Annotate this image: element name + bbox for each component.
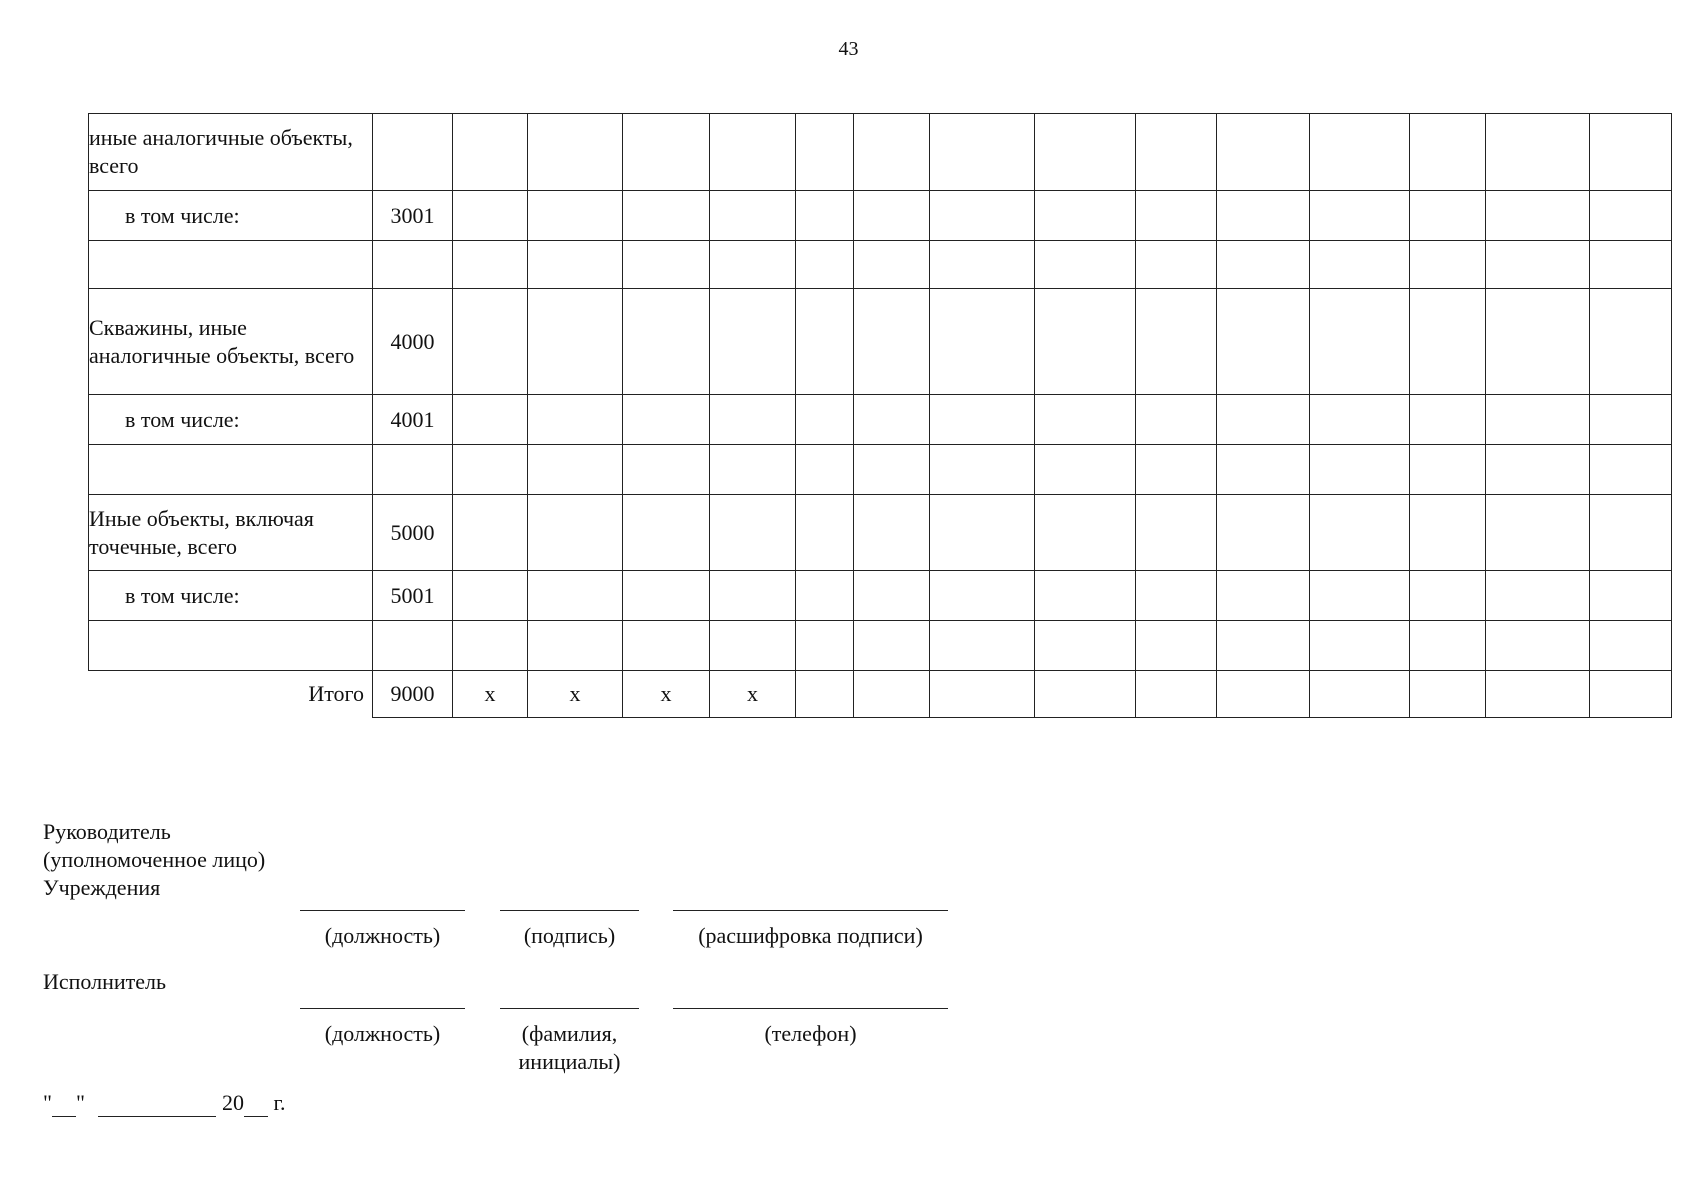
data-cell[interactable] bbox=[854, 445, 930, 495]
data-cell[interactable] bbox=[1136, 241, 1217, 289]
data-cell[interactable] bbox=[1410, 114, 1486, 191]
data-cell[interactable] bbox=[1217, 445, 1310, 495]
data-cell[interactable] bbox=[930, 241, 1035, 289]
data-cell[interactable] bbox=[623, 289, 710, 395]
data-cell[interactable] bbox=[930, 621, 1035, 671]
month-blank[interactable] bbox=[98, 1090, 216, 1117]
table-row bbox=[89, 114, 1672, 191]
data-cell[interactable] bbox=[710, 445, 796, 495]
data-cell[interactable] bbox=[1217, 241, 1310, 289]
data-cell[interactable] bbox=[1410, 495, 1486, 571]
total-x-mark: x bbox=[528, 671, 623, 718]
data-cell[interactable] bbox=[1590, 395, 1672, 445]
data-cell[interactable] bbox=[1486, 495, 1590, 571]
data-cell[interactable] bbox=[1217, 289, 1310, 395]
table-row bbox=[89, 289, 1672, 395]
data-cell[interactable] bbox=[1486, 445, 1590, 495]
head-label-line: (уполномоченное лицо) bbox=[43, 847, 266, 872]
table-row bbox=[89, 495, 1672, 571]
data-cell[interactable] bbox=[1590, 114, 1672, 191]
table-row bbox=[89, 241, 1672, 289]
data-cell[interactable] bbox=[623, 191, 710, 241]
data-cell[interactable] bbox=[528, 495, 623, 571]
signature-line[interactable] bbox=[500, 910, 639, 911]
row-name-cell: в том числе: bbox=[89, 571, 373, 621]
data-cell[interactable] bbox=[710, 571, 796, 621]
data-cell[interactable] bbox=[528, 289, 623, 395]
data-cell[interactable] bbox=[930, 395, 1035, 445]
data-cell[interactable] bbox=[1486, 191, 1590, 241]
page-number: 43 bbox=[838, 38, 859, 60]
row-name-cell: иные аналогичные объекты, всего bbox=[89, 114, 373, 191]
date-line bbox=[43, 1090, 286, 1117]
data-cell[interactable] bbox=[1486, 621, 1590, 671]
data-cell[interactable] bbox=[796, 191, 854, 241]
data-cell[interactable] bbox=[1486, 289, 1590, 395]
executor-position-line[interactable] bbox=[300, 1008, 465, 1009]
data-cell[interactable] bbox=[1035, 495, 1136, 571]
data-cell[interactable] bbox=[1590, 495, 1672, 571]
row-code-cell: 5000 bbox=[373, 495, 453, 571]
data-cell[interactable] bbox=[453, 571, 528, 621]
data-cell[interactable] bbox=[930, 191, 1035, 241]
total-data-cell[interactable] bbox=[930, 671, 1035, 718]
total-x-mark: x bbox=[710, 671, 796, 718]
data-cell[interactable] bbox=[528, 571, 623, 621]
executor-position-caption: (должность) bbox=[324, 1021, 441, 1046]
row-name-cell bbox=[89, 445, 373, 495]
report-table bbox=[88, 113, 1672, 718]
head-label bbox=[43, 818, 265, 902]
data-cell[interactable] bbox=[796, 114, 854, 191]
data-cell[interactable] bbox=[1310, 241, 1410, 289]
data-cell[interactable] bbox=[623, 621, 710, 671]
data-cell[interactable] bbox=[1590, 289, 1672, 395]
data-cell[interactable] bbox=[453, 191, 528, 241]
row-code-cell: 4001 bbox=[373, 395, 453, 445]
row-code-cell: 5001 bbox=[373, 571, 453, 621]
total-data-cell[interactable] bbox=[1035, 671, 1136, 718]
total-data-cell[interactable] bbox=[1310, 671, 1410, 718]
data-cell[interactable] bbox=[1217, 621, 1310, 671]
executor-phone-caption: (телефон) bbox=[764, 1021, 857, 1046]
data-cell[interactable] bbox=[528, 621, 623, 671]
year-blank[interactable] bbox=[244, 1090, 268, 1117]
data-cell[interactable] bbox=[710, 114, 796, 191]
data-cell[interactable] bbox=[930, 571, 1035, 621]
data-cell[interactable] bbox=[1035, 191, 1136, 241]
data-cell[interactable] bbox=[453, 621, 528, 671]
data-cell[interactable] bbox=[1310, 191, 1410, 241]
data-cell[interactable] bbox=[710, 191, 796, 241]
data-cell[interactable] bbox=[528, 114, 623, 191]
table-row bbox=[89, 191, 1672, 241]
data-cell[interactable] bbox=[796, 571, 854, 621]
data-cell[interactable] bbox=[528, 191, 623, 241]
data-cell[interactable] bbox=[710, 289, 796, 395]
executor-name-line[interactable] bbox=[500, 1008, 639, 1009]
total-code-cell: 9000 bbox=[373, 671, 453, 718]
total-data-cell[interactable] bbox=[854, 671, 930, 718]
data-cell[interactable] bbox=[453, 395, 528, 445]
executor-name-caption bbox=[500, 1020, 639, 1076]
data-cell[interactable] bbox=[854, 241, 930, 289]
total-data-cell[interactable] bbox=[796, 671, 854, 718]
data-cell[interactable] bbox=[623, 571, 710, 621]
position-caption: (должность) bbox=[324, 923, 441, 948]
data-cell[interactable] bbox=[1035, 395, 1136, 445]
data-cell[interactable] bbox=[1136, 191, 1217, 241]
year-suffix: г. bbox=[273, 1090, 286, 1115]
data-cell[interactable] bbox=[796, 621, 854, 671]
data-cell[interactable] bbox=[1410, 571, 1486, 621]
table-body bbox=[89, 114, 1672, 718]
data-cell[interactable] bbox=[796, 445, 854, 495]
total-data-cell[interactable] bbox=[1410, 671, 1486, 718]
data-cell[interactable] bbox=[854, 114, 930, 191]
executor-label: Исполнитель bbox=[43, 969, 167, 994]
data-cell[interactable] bbox=[796, 241, 854, 289]
data-cell[interactable] bbox=[1310, 571, 1410, 621]
row-code-cell bbox=[373, 621, 453, 671]
data-cell[interactable] bbox=[1410, 241, 1486, 289]
data-cell[interactable] bbox=[1217, 395, 1310, 445]
row-code-cell bbox=[373, 445, 453, 495]
row-code-cell: 4000 bbox=[373, 289, 453, 395]
data-cell[interactable] bbox=[710, 241, 796, 289]
signature-decoding-line[interactable] bbox=[673, 910, 948, 911]
data-cell[interactable] bbox=[1310, 445, 1410, 495]
data-cell[interactable] bbox=[528, 241, 623, 289]
data-cell[interactable] bbox=[528, 395, 623, 445]
data-cell[interactable] bbox=[1590, 445, 1672, 495]
data-cell[interactable] bbox=[1217, 191, 1310, 241]
data-cell[interactable] bbox=[1410, 191, 1486, 241]
data-cell[interactable] bbox=[796, 395, 854, 445]
head-label-line: Учреждения bbox=[43, 875, 161, 900]
data-cell[interactable] bbox=[1310, 621, 1410, 671]
data-cell[interactable] bbox=[1035, 621, 1136, 671]
data-cell[interactable] bbox=[453, 241, 528, 289]
data-cell[interactable] bbox=[1035, 241, 1136, 289]
table-row bbox=[89, 621, 1672, 671]
data-cell[interactable] bbox=[1410, 621, 1486, 671]
data-cell[interactable] bbox=[623, 395, 710, 445]
data-cell[interactable] bbox=[623, 114, 710, 191]
table-row bbox=[89, 571, 1672, 621]
data-cell[interactable] bbox=[1217, 114, 1310, 191]
data-cell[interactable] bbox=[1310, 495, 1410, 571]
executor-phone-line[interactable] bbox=[673, 1008, 948, 1009]
data-cell[interactable] bbox=[1136, 395, 1217, 445]
data-cell[interactable] bbox=[1136, 621, 1217, 671]
data-cell[interactable] bbox=[854, 289, 930, 395]
table-row bbox=[89, 445, 1672, 495]
data-cell[interactable] bbox=[453, 445, 528, 495]
total-x-mark: x bbox=[623, 671, 710, 718]
data-cell[interactable] bbox=[1136, 445, 1217, 495]
data-cell[interactable] bbox=[1310, 114, 1410, 191]
data-cell[interactable] bbox=[854, 621, 930, 671]
data-cell[interactable] bbox=[710, 495, 796, 571]
table-row bbox=[89, 395, 1672, 445]
data-cell[interactable] bbox=[1310, 395, 1410, 445]
row-name-cell bbox=[89, 621, 373, 671]
data-cell[interactable] bbox=[453, 114, 528, 191]
data-cell[interactable] bbox=[1035, 114, 1136, 191]
data-cell[interactable] bbox=[930, 445, 1035, 495]
data-cell[interactable] bbox=[1136, 289, 1217, 395]
data-cell[interactable] bbox=[453, 495, 528, 571]
total-data-cell[interactable] bbox=[1486, 671, 1590, 718]
date-open-quote: " bbox=[43, 1090, 52, 1115]
data-cell[interactable] bbox=[453, 289, 528, 395]
data-cell[interactable] bbox=[930, 495, 1035, 571]
total-x-mark: x bbox=[453, 671, 528, 718]
data-cell[interactable] bbox=[930, 114, 1035, 191]
row-code-cell bbox=[373, 114, 453, 191]
data-cell[interactable] bbox=[623, 495, 710, 571]
data-cell[interactable] bbox=[623, 241, 710, 289]
data-cell[interactable] bbox=[1590, 571, 1672, 621]
row-code-cell: 3001 bbox=[373, 191, 453, 241]
total-data-cell[interactable] bbox=[1136, 671, 1217, 718]
data-cell[interactable] bbox=[1410, 445, 1486, 495]
data-cell[interactable] bbox=[1035, 289, 1136, 395]
head-label-line: Руководитель bbox=[43, 819, 171, 844]
data-cell[interactable] bbox=[854, 495, 930, 571]
data-cell[interactable] bbox=[1486, 395, 1590, 445]
data-cell[interactable] bbox=[528, 445, 623, 495]
data-cell[interactable] bbox=[1590, 241, 1672, 289]
data-cell[interactable] bbox=[1590, 191, 1672, 241]
data-cell[interactable] bbox=[1410, 289, 1486, 395]
year-prefix: 20 bbox=[221, 1090, 244, 1115]
data-cell[interactable] bbox=[1217, 571, 1310, 621]
data-cell[interactable] bbox=[1410, 395, 1486, 445]
executor-name-caption-line: инициалы) bbox=[518, 1049, 621, 1074]
data-cell[interactable] bbox=[1217, 495, 1310, 571]
data-cell[interactable] bbox=[1035, 571, 1136, 621]
position-signature-line[interactable] bbox=[300, 910, 465, 911]
row-name-cell bbox=[89, 241, 373, 289]
data-cell[interactable] bbox=[854, 571, 930, 621]
row-name-cell: в том числе: bbox=[89, 191, 373, 241]
total-row bbox=[89, 671, 1672, 718]
day-blank[interactable] bbox=[52, 1090, 76, 1117]
signature-caption: (подпись) bbox=[523, 923, 616, 948]
row-name-cell: в том числе: bbox=[89, 395, 373, 445]
data-cell[interactable] bbox=[796, 289, 854, 395]
row-code-cell bbox=[373, 241, 453, 289]
data-cell[interactable] bbox=[854, 395, 930, 445]
data-cell[interactable] bbox=[854, 191, 930, 241]
data-cell[interactable] bbox=[710, 621, 796, 671]
row-name-cell: Скважины, иные аналогичные объекты, всего bbox=[89, 289, 373, 395]
executor-name-caption-line: (фамилия, bbox=[521, 1021, 618, 1046]
data-cell[interactable] bbox=[1486, 571, 1590, 621]
data-cell[interactable] bbox=[710, 395, 796, 445]
data-cell[interactable] bbox=[1486, 114, 1590, 191]
data-cell[interactable] bbox=[1035, 445, 1136, 495]
data-cell[interactable] bbox=[796, 495, 854, 571]
data-cell[interactable] bbox=[623, 445, 710, 495]
data-cell[interactable] bbox=[1136, 114, 1217, 191]
date-close-quote: " bbox=[75, 1090, 85, 1115]
row-name-cell: Иные объекты, включая точечные, всего bbox=[89, 495, 373, 571]
data-cell[interactable] bbox=[1136, 571, 1217, 621]
total-data-cell[interactable] bbox=[1590, 671, 1672, 718]
data-cell[interactable] bbox=[1590, 621, 1672, 671]
total-label: Итого bbox=[308, 681, 364, 707]
data-cell[interactable] bbox=[1310, 289, 1410, 395]
data-cell[interactable] bbox=[1136, 495, 1217, 571]
data-cell[interactable] bbox=[930, 289, 1035, 395]
data-cell[interactable] bbox=[1486, 241, 1590, 289]
signature-decoding-caption: (расшифровка подписи) bbox=[698, 923, 923, 948]
total-data-cell[interactable] bbox=[1217, 671, 1310, 718]
